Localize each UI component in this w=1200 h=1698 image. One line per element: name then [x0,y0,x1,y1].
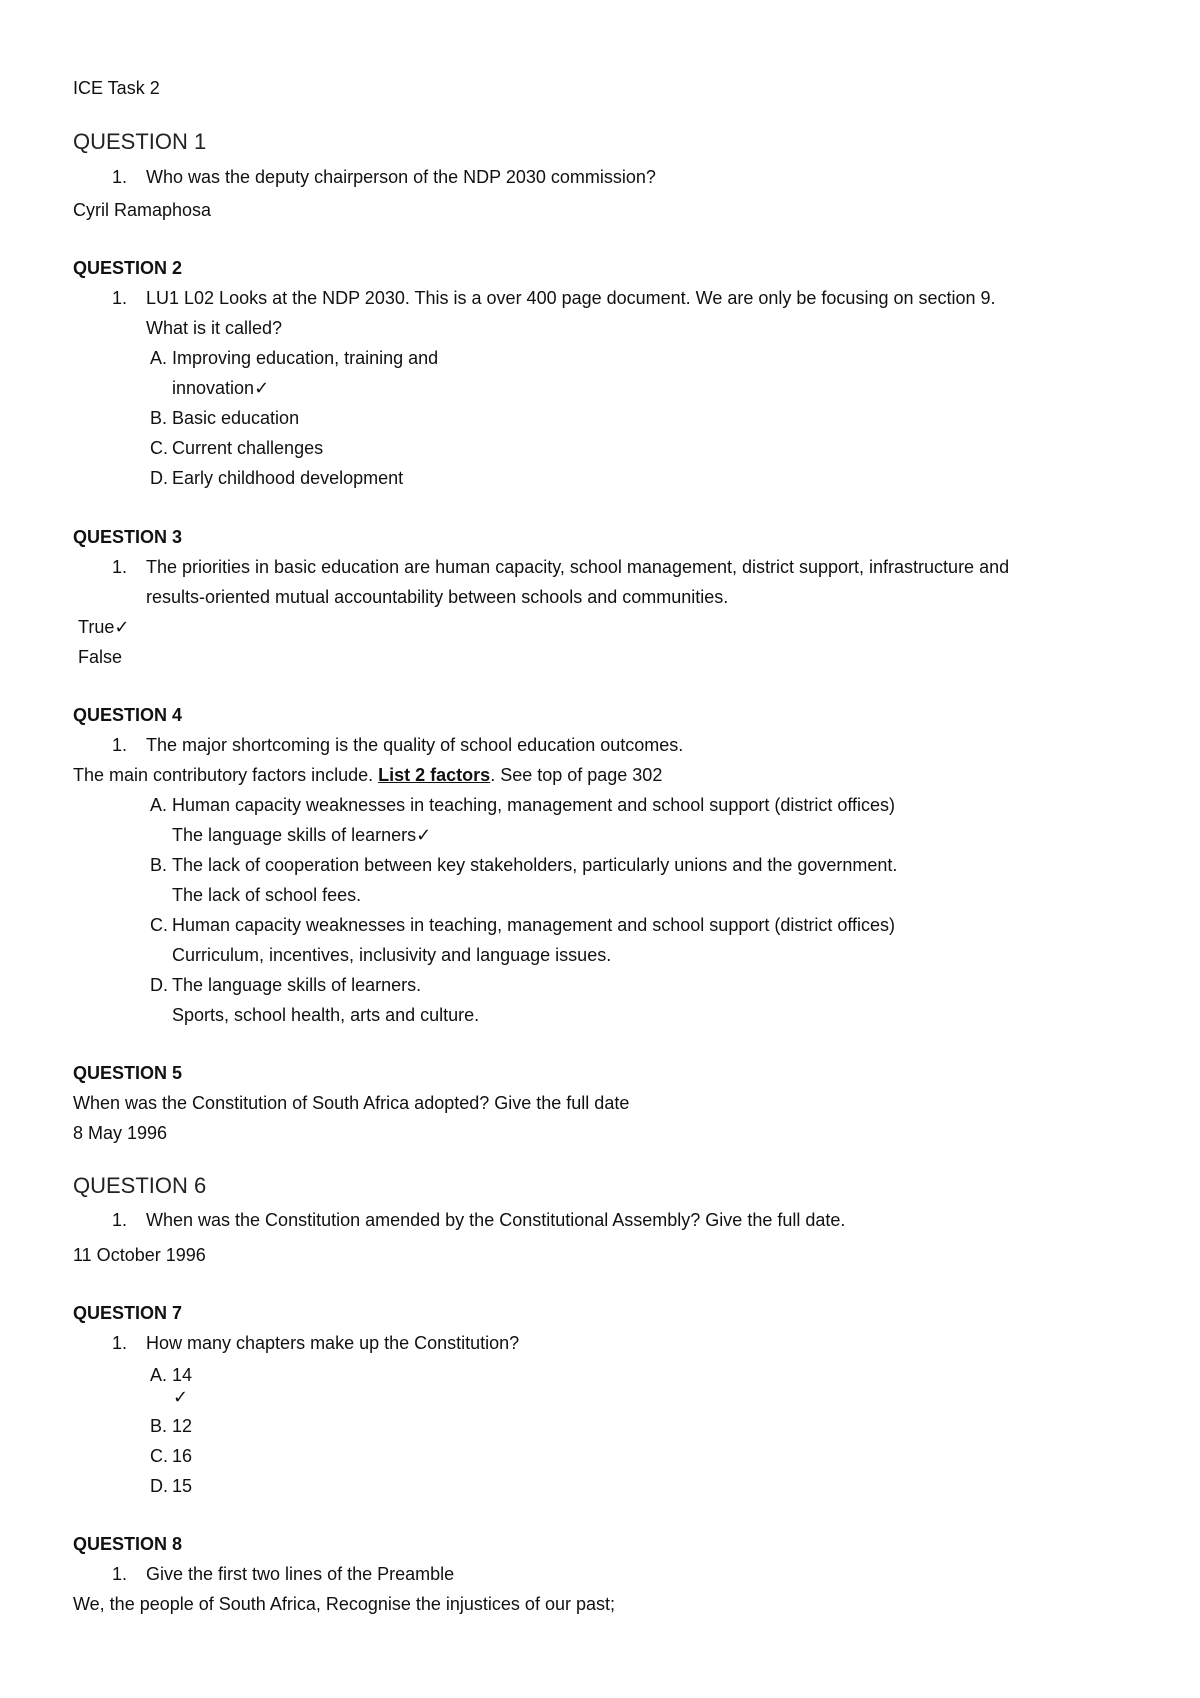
checkmark-icon: ✓ [254,378,270,399]
question-2-option-d: Early childhood development [172,468,404,488]
question-4-number: 1. [112,735,128,755]
question-7-option-a: 14 [172,1365,193,1385]
question-2-option-c-letter: C. [150,438,168,458]
question-7-option-c-letter: C. [150,1446,168,1466]
question-4-option-a-line-1: Human capacity weaknesses in teaching, management and school support (district offices) [172,795,896,815]
question-4-option-a-letter: A. [150,795,168,815]
question-2-heading: QUESTION 2 [73,258,183,278]
checkmark-icon: ✓ [416,825,432,846]
question-3-text-line-2: results-oriented mutual accountability between schools and communities. [146,587,729,607]
question-5-text: When was the Constitution of South Africa adopted? Give the full date [73,1093,630,1113]
question-3-option-true: True✓ [78,617,130,638]
question-2-text-line-1: LU1 L02 Looks at the NDP 2030. This is a over 400 page document. We are only be focusing on section 9. [146,288,996,308]
question-4-option-c-line-2: Curriculum, incentives, inclusivity and language issues. [172,945,612,965]
question-7-option-a-letter: A. [150,1365,168,1385]
question-6-text: When was the Constitution amended by the Constitutional Assembly? Give the full date. [146,1210,846,1230]
question-6-answer: 11 October 1996 [73,1245,206,1265]
question-6-number: 1. [112,1210,128,1230]
question-4-option-b-line-2: The lack of school fees. [172,885,362,905]
question-7-number: 1. [112,1333,128,1353]
question-4-prompt-emphasis: List 2 factors [378,765,491,785]
question-4-option-c-line-1: Human capacity weaknesses in teaching, management and school support (district offices) [172,915,896,935]
document-title: ICE Task 2 [73,78,160,98]
question-7-heading: QUESTION 7 [73,1303,183,1323]
question-1-heading: QUESTION 1 [73,129,207,154]
question-5-answer: 8 May 1996 [73,1123,168,1143]
question-6-heading: QUESTION 6 [73,1173,207,1198]
question-7-option-b: 12 [172,1416,193,1436]
question-1-text: Who was the deputy chairperson of the NDP 2030 commission? [146,167,656,187]
question-7-option-b-letter: B. [150,1416,168,1436]
question-1-answer: Cyril Ramaphosa [73,200,212,220]
question-4-option-b-letter: B. [150,855,168,875]
question-4-option-a-line-2: The language skills of learners✓ [172,825,432,846]
question-7-option-c: 16 [172,1446,193,1466]
checkmark-icon: ✓ [173,1387,189,1408]
question-2-option-c: Current challenges [172,438,324,458]
question-4-prompt: The main contributory factors include. List 2 factors. See top of page 302 [73,765,663,785]
question-2-option-a-line-2: innovation✓ [172,378,270,399]
question-3-text-line-1: The priorities in basic education are human capacity, school management, district support, infrastructure and [146,557,1010,577]
question-5-heading: QUESTION 5 [73,1063,183,1083]
question-8-heading: QUESTION 8 [73,1534,183,1554]
question-7-text: How many chapters make up the Constitution? [146,1333,520,1353]
checkmark-icon: ✓ [114,617,130,638]
question-4-option-b-line-1: The lack of cooperation between key stakeholders, particularly unions and the government. [172,855,898,875]
question-2-text-line-2: What is it called? [146,318,283,338]
question-2-option-b-letter: B. [150,408,168,428]
question-8-number: 1. [112,1564,128,1584]
question-4-option-c-letter: C. [150,915,168,935]
question-1-number: 1. [112,167,128,187]
question-7-option-d: 15 [172,1476,193,1496]
question-3-number: 1. [112,557,128,577]
question-2-option-b: Basic education [172,408,300,428]
question-2-option-d-letter: D. [150,468,168,488]
question-4-option-d-line-2: Sports, school health, arts and culture. [172,1005,480,1025]
question-3-option-false: False [78,647,123,667]
question-7-option-d-letter: D. [150,1476,168,1496]
question-4-option-d-line-1: The language skills of learners. [172,975,422,995]
question-8-text: Give the first two lines of the Preamble [146,1564,455,1584]
question-4-text: The major shortcoming is the quality of school education outcomes. [146,735,684,755]
question-4-heading: QUESTION 4 [73,705,183,725]
question-4-option-d-letter: D. [150,975,168,995]
question-8-answer: We, the people of South Africa, Recognise the injustices of our past; [73,1594,615,1614]
question-2-number: 1. [112,288,128,308]
question-2-option-a-letter: A. [150,348,168,368]
question-3-heading: QUESTION 3 [73,527,183,547]
question-2-option-a-line-1: Improving education, training and [172,348,439,368]
